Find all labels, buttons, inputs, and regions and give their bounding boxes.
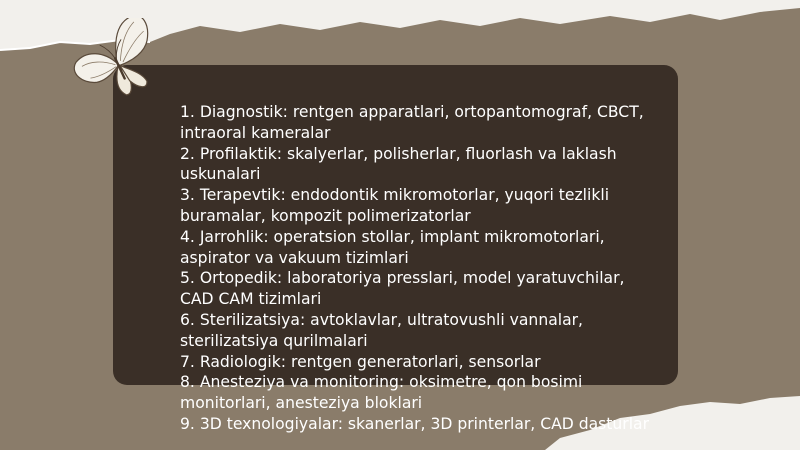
list-item: 4. Jarrohlik: operatsion stollar, implant mikromotorlari, aspirator va vakuum tizimlari — [180, 227, 605, 267]
list-item: 5. Ortopedik: laboratoriya presslari, model yaratuvchilar, CAD CAM tizimlari — [180, 269, 625, 309]
list-item: 6. Sterilizatsiya: avtoklavlar, ultratovushli vannalar, sterilizatsiya qurilmalari — [180, 310, 584, 350]
list-item: 3. Terapevtik: endodontik mikromotorlar, yuqori tezlikli buramalar, kompozit polimerizatorlar — [180, 186, 610, 225]
list-item: 2. Profilaktik: skalyerlar, polisherlar, fluorlash va laklash uskunalari — [180, 144, 617, 184]
list-item: 9. 3D texnologiyalar: skanerlar, 3D printerlar, CAD dasturlar — [180, 414, 650, 433]
list-item: 7. Radiologik: rentgen generatorlari, sensorlar — [180, 352, 541, 371]
butterfly-icon — [68, 18, 168, 113]
list-item: 1. Diagnostik: rentgen apparatlari, ortopantomograf, CBCT, intraoral kameralar — [180, 103, 644, 142]
equipment-list — [180, 102, 650, 435]
list-item: 8. Anesteziya va monitoring: oksimetre, qon bosimi monitorlari, anesteziya bloklari — [180, 373, 583, 413]
